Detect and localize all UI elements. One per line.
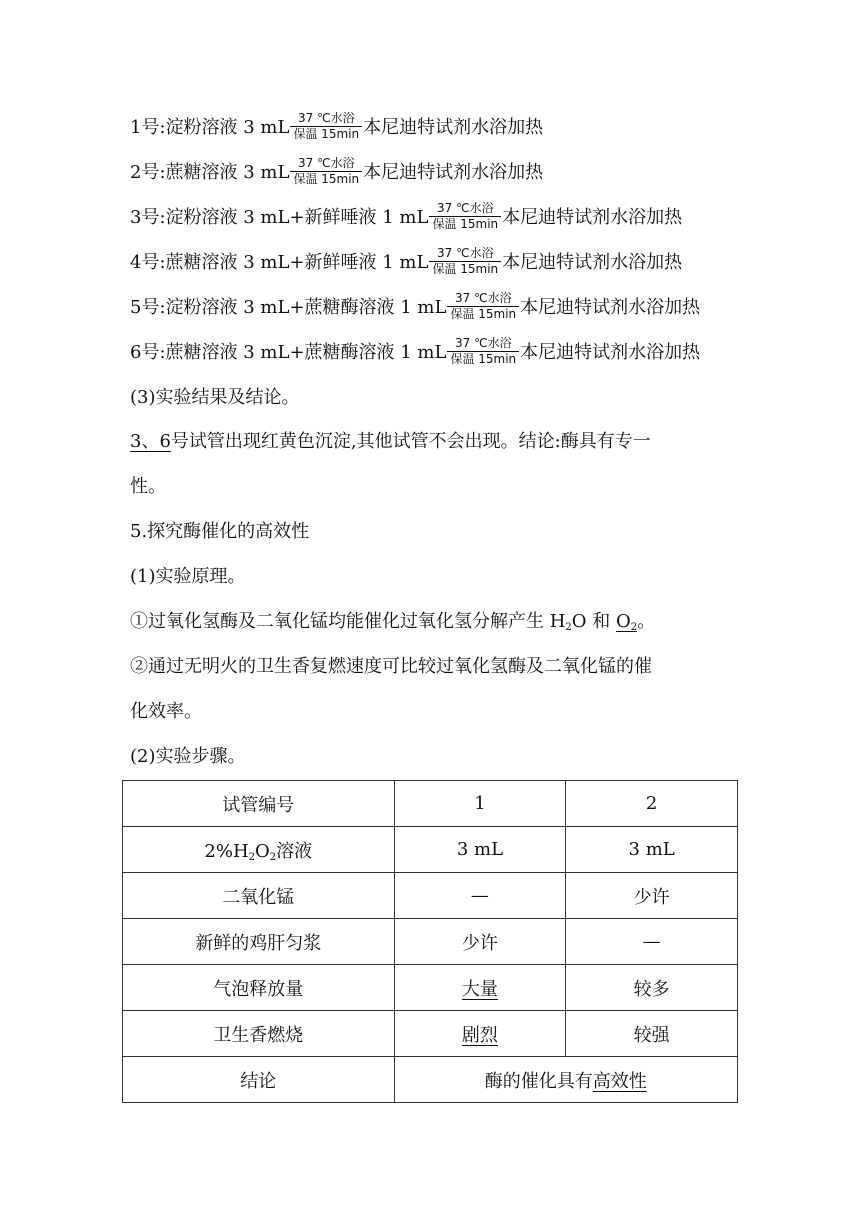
h2o2-label — [123, 827, 395, 873]
header-label: 试管编号 — [123, 781, 395, 827]
section-title: 5.探究酶催化的高效性 — [130, 521, 310, 542]
tube-solution: 蔗糖溶液 3 mL — [165, 252, 290, 273]
table-row — [123, 965, 738, 1011]
table-cell: 少许 — [394, 919, 566, 965]
h2o2-sub-2: 2 — [269, 851, 277, 863]
table-row — [123, 781, 738, 827]
tube-solution: 蔗糖溶液 3 mL — [165, 342, 290, 363]
conclusion-cell — [394, 1057, 737, 1103]
condition-arrow — [290, 156, 362, 187]
table-row — [123, 827, 738, 873]
table-cell — [394, 965, 566, 1011]
arrow-bottom-text: 保温 15min — [293, 171, 360, 186]
arrow-top-text: 37 ℃水浴 — [298, 110, 355, 125]
tube-line-2 — [130, 156, 543, 186]
tube-after: 本尼迪特试剂水浴加热 — [520, 297, 701, 318]
row-label: 新鲜的鸡肝匀浆 — [123, 919, 395, 965]
arrow-bottom-text: 保温 15min — [432, 216, 499, 231]
tube-label: 5号: — [130, 297, 166, 318]
tube-label: 3号: — [130, 207, 166, 228]
tube-added: +蔗糖酶溶液 1 mL — [289, 297, 447, 318]
h2o2-mid: O — [255, 840, 270, 862]
o2-letter: O — [616, 611, 631, 632]
tube-added: +新鲜唾液 1 mL — [289, 252, 429, 273]
principle-1-mid: O 和 — [571, 611, 616, 632]
principle-2-line-2: 化效率。 — [130, 701, 202, 722]
result-text-1: 号试管出现红黄色沉淀,其他试管不会出现。结论:酶具有专一 — [170, 431, 651, 452]
conclusion-text: 酶的催化具有 — [484, 1070, 593, 1092]
tube-solution: 淀粉溶液 3 mL — [165, 297, 290, 318]
principle-1-text: ①过氧化氢酶及二氧化锰均能催化过氧化氢分解产生 H — [130, 611, 566, 632]
arrow-top-text: 37 ℃水浴 — [437, 200, 494, 215]
tube-solution: 淀粉溶液 3 mL — [165, 117, 290, 138]
principle-1 — [130, 607, 655, 643]
table-cell: 少许 — [566, 873, 738, 919]
table-row — [123, 1011, 738, 1057]
tube-line-6 — [130, 336, 700, 366]
table-cell: 3 mL — [394, 827, 566, 873]
principle-1-answer — [616, 611, 637, 632]
result-answer: 3、6 — [130, 431, 171, 452]
arrow-bottom-text: 保温 15min — [450, 306, 517, 321]
row-label: 气泡释放量 — [123, 965, 395, 1011]
tube-added: +蔗糖酶溶液 1 mL — [289, 342, 447, 363]
arrow-top-text: 37 ℃水浴 — [437, 245, 494, 260]
condition-arrow — [429, 201, 501, 232]
table-cell: 较多 — [566, 965, 738, 1011]
table-cell: 3 mL — [566, 827, 738, 873]
tube-after: 本尼迪特试剂水浴加热 — [520, 342, 701, 363]
row-label: 结论 — [123, 1057, 395, 1103]
result-line-1 — [130, 427, 651, 457]
h2o2-sub-1: 2 — [248, 851, 256, 863]
tube-line-5 — [130, 291, 700, 321]
table-row — [123, 919, 738, 965]
tube-after: 本尼迪特试剂水浴加热 — [363, 117, 544, 138]
table-cell: 较强 — [566, 1011, 738, 1057]
arrow-top-text: 37 ℃水浴 — [298, 155, 355, 170]
tube-line-1 — [130, 111, 543, 141]
table-row — [123, 873, 738, 919]
principle-heading: (1)实验原理。 — [130, 566, 246, 587]
h2o2-suffix: 溶液 — [276, 840, 313, 862]
row-label: 卫生香燃烧 — [123, 1011, 395, 1057]
header-col-2: 2 — [566, 781, 738, 827]
h2o-subscript: 2 — [565, 622, 572, 633]
tube-added: +新鲜唾液 1 mL — [289, 207, 429, 228]
tube-solution: 蔗糖溶液 3 mL — [165, 162, 290, 183]
experiment-table — [122, 780, 738, 1103]
tube-label: 2号: — [130, 162, 166, 183]
result-heading: (3)实验结果及结论。 — [130, 387, 300, 408]
answer-blank: 剧烈 — [461, 1024, 498, 1046]
tube-line-4 — [130, 246, 682, 276]
table-cell — [394, 1011, 566, 1057]
tube-label: 4号: — [130, 252, 166, 273]
table-cell: — — [566, 919, 738, 965]
row-label: 二氧化锰 — [123, 873, 395, 919]
steps-heading: (2)实验步骤。 — [130, 746, 246, 767]
table-cell: — — [394, 873, 566, 919]
arrow-top-text: 37 ℃水浴 — [455, 290, 512, 305]
tube-after: 本尼迪特试剂水浴加热 — [502, 252, 683, 273]
o2-subscript: 2 — [630, 622, 638, 633]
answer-blank: 大量 — [461, 978, 498, 1000]
condition-arrow — [429, 246, 501, 277]
principle-2-line-1: ②通过无明火的卫生香复燃速度可比较过氧化氢酶及二氧化锰的催 — [130, 656, 652, 677]
tube-after: 本尼迪特试剂水浴加热 — [502, 207, 683, 228]
condition-arrow — [447, 336, 519, 367]
arrow-bottom-text: 保温 15min — [450, 351, 517, 366]
arrow-top-text: 37 ℃水浴 — [455, 335, 512, 350]
tube-line-3 — [130, 201, 682, 231]
arrow-bottom-text: 保温 15min — [293, 126, 360, 141]
h2o2-prefix: 2%H — [204, 840, 249, 862]
result-line-2: 性。 — [130, 476, 166, 497]
tube-label: 1号: — [130, 117, 166, 138]
condition-arrow — [447, 291, 519, 322]
tube-solution: 淀粉溶液 3 mL — [165, 207, 290, 228]
arrow-bottom-text: 保温 15min — [432, 261, 499, 276]
principle-1-end: 。 — [637, 611, 656, 632]
table-row — [123, 1057, 738, 1103]
tube-after: 本尼迪特试剂水浴加热 — [363, 162, 544, 183]
tube-label: 6号: — [130, 342, 166, 363]
header-col-1: 1 — [394, 781, 566, 827]
conclusion-answer: 高效性 — [592, 1070, 647, 1092]
condition-arrow — [290, 111, 362, 142]
